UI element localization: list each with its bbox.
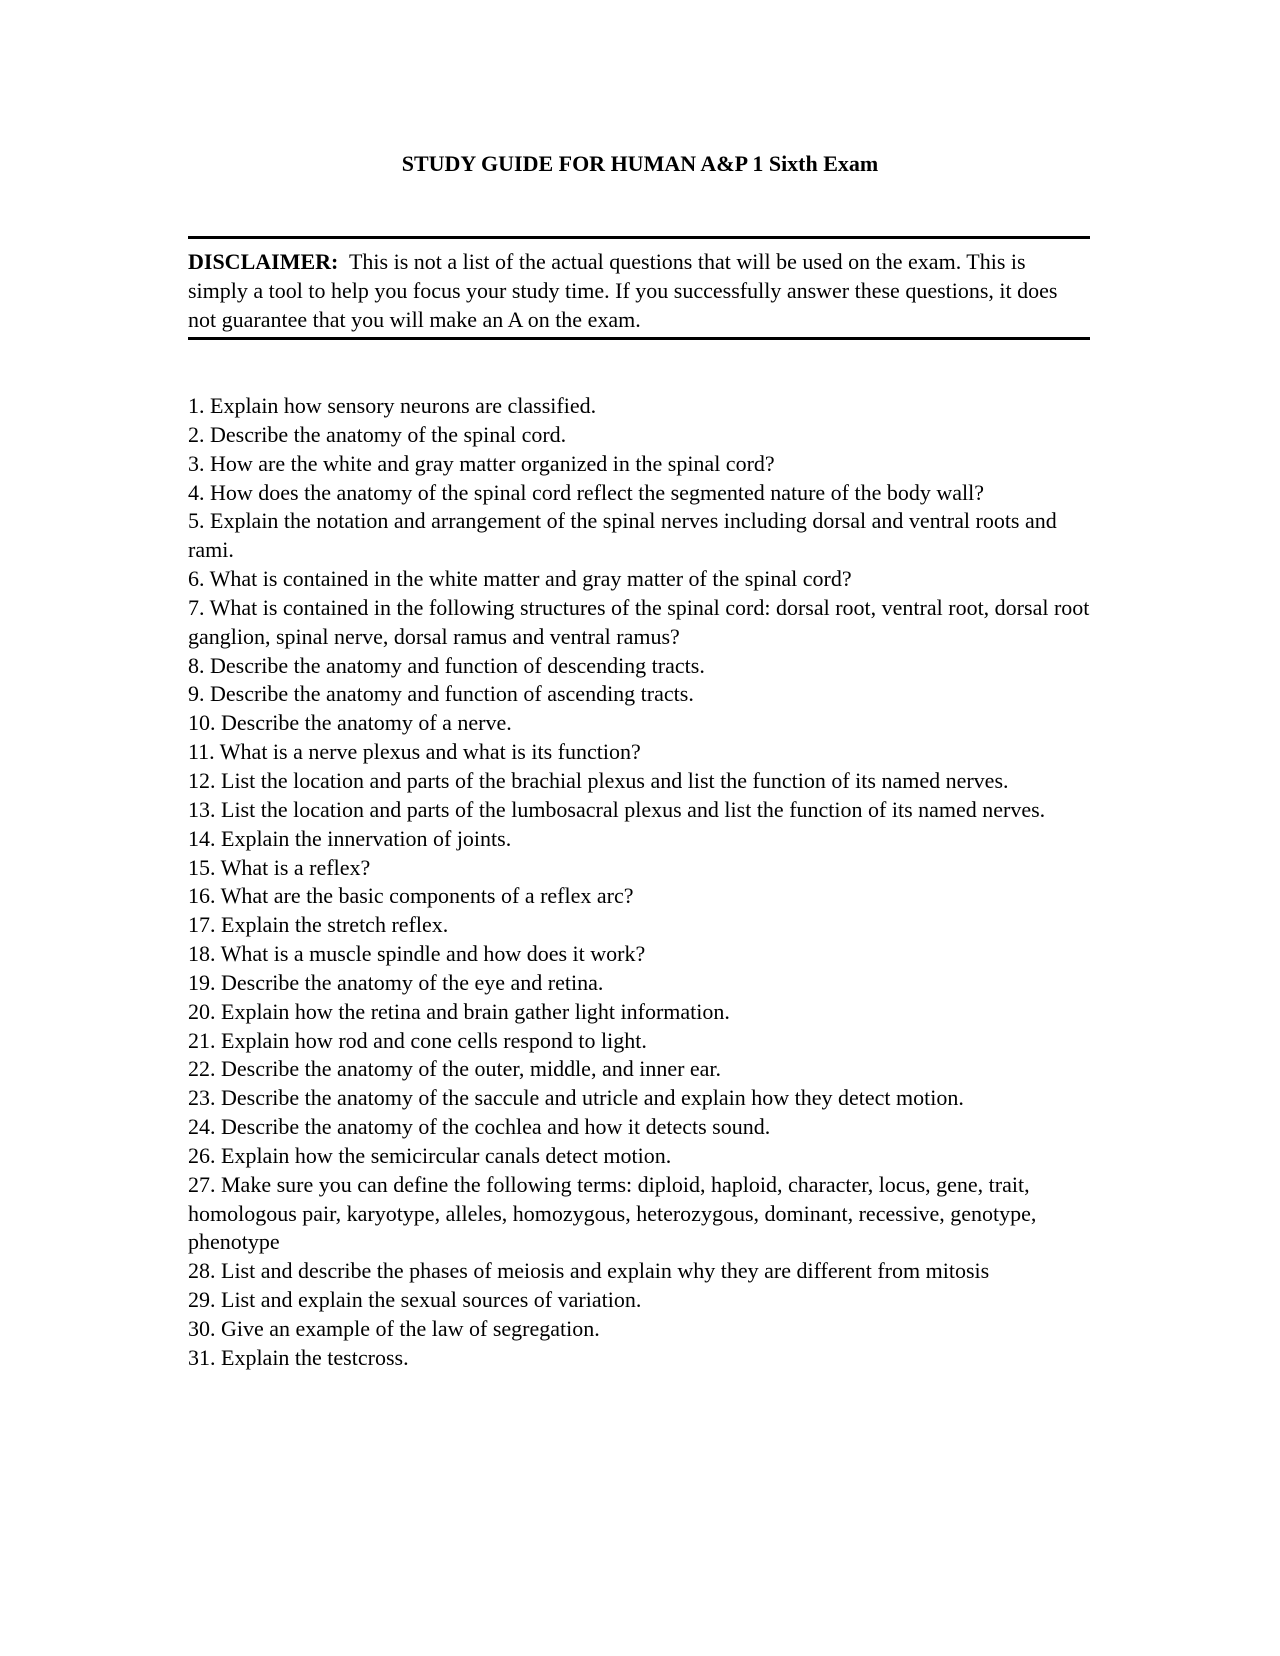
disclaimer-box	[188, 236, 1090, 340]
question-item: 16. What are the basic components of a reflex arc?	[188, 883, 634, 909]
question-item: 22. Describe the anatomy of the outer, middle, and inner ear.	[188, 1056, 722, 1082]
question-item: 18. What is a muscle spindle and how does it work?	[188, 941, 646, 967]
question-item: 24. Describe the anatomy of the cochlea and how it detects sound.	[188, 1114, 771, 1140]
question-item: 11. What is a nerve plexus and what is its function?	[188, 739, 641, 765]
question-item: 9. Describe the anatomy and function of ascending tracts.	[188, 681, 694, 707]
question-item: 23. Describe the anatomy of the saccule and utricle and explain how they detect motion.	[188, 1085, 964, 1111]
disclaimer-label: DISCLAIMER:	[188, 249, 339, 274]
question-item: 15. What is a reflex?	[188, 854, 371, 880]
question-item: 13. List the location and parts of the lumbosacral plexus and list the function of its named nerves.	[188, 796, 1046, 822]
question-list	[188, 392, 1090, 1373]
question-item: 5. Explain the notation and arrangement of the spinal nerves including dorsal and ventral roots and rami.	[188, 508, 1057, 563]
question-item: 20. Explain how the retina and brain gather light information.	[188, 998, 730, 1024]
question-item: 26. Explain how the semicircular canals detect motion.	[188, 1142, 672, 1168]
question-item: 3. How are the white and gray matter organized in the spinal cord?	[188, 450, 775, 476]
question-item: 10. Describe the anatomy of a nerve.	[188, 710, 512, 736]
page-title: STUDY GUIDE FOR HUMAN A&P 1 Sixth Exam	[401, 151, 879, 176]
question-item: 2. Describe the anatomy of the spinal cord.	[188, 421, 567, 447]
question-item: 7. What is contained in the following structures of the spinal cord: dorsal root, ventral root, dorsal root ganglion, spinal nerve, dorsal ramus and ventral ramus?	[188, 594, 1090, 649]
question-item: 27. Make sure you can define the following terms: diploid, haploid, character, locus, gene, trait, homologous pair, karyotype, alleles, homozygous, heterozygous, dominant, recessive, genotype, phenotype	[188, 1171, 1037, 1255]
question-item: 8. Describe the anatomy and function of descending tracts.	[188, 652, 705, 678]
question-item: 1. Explain how sensory neurons are classified.	[188, 393, 597, 418]
question-item: 30. Give an example of the law of segregation.	[188, 1316, 600, 1341]
question-item: 31. Explain the testcross.	[188, 1344, 409, 1370]
question-item: 29. List and explain the sexual sources of variation.	[188, 1287, 642, 1313]
question-item: 17. Explain the stretch reflex.	[188, 912, 449, 938]
question-item: 14. Explain the innervation of joints.	[188, 825, 512, 851]
question-item: 12. List the location and parts of the brachial plexus and list the function of its named nerves.	[188, 767, 1009, 793]
question-item: 4. How does the anatomy of the spinal cord reflect the segmented nature of the body wall?	[188, 479, 985, 505]
question-item: 19. Describe the anatomy of the eye and retina.	[188, 969, 604, 995]
question-item: 21. Explain how rod and cone cells respond to light.	[188, 1027, 647, 1053]
question-item: 28. List and describe the phases of meiosis and explain why they are different from mitosis	[188, 1258, 990, 1284]
question-item: 6. What is contained in the white matter and gray matter of the spinal cord?	[188, 566, 852, 592]
disclaimer-text: This is not a list of the actual questions that will be used on the exam. This is simply a tool to help you focus your study time. If you successfully answer these questions, it does not guarantee that you will make an A on the exam.	[188, 249, 1058, 332]
